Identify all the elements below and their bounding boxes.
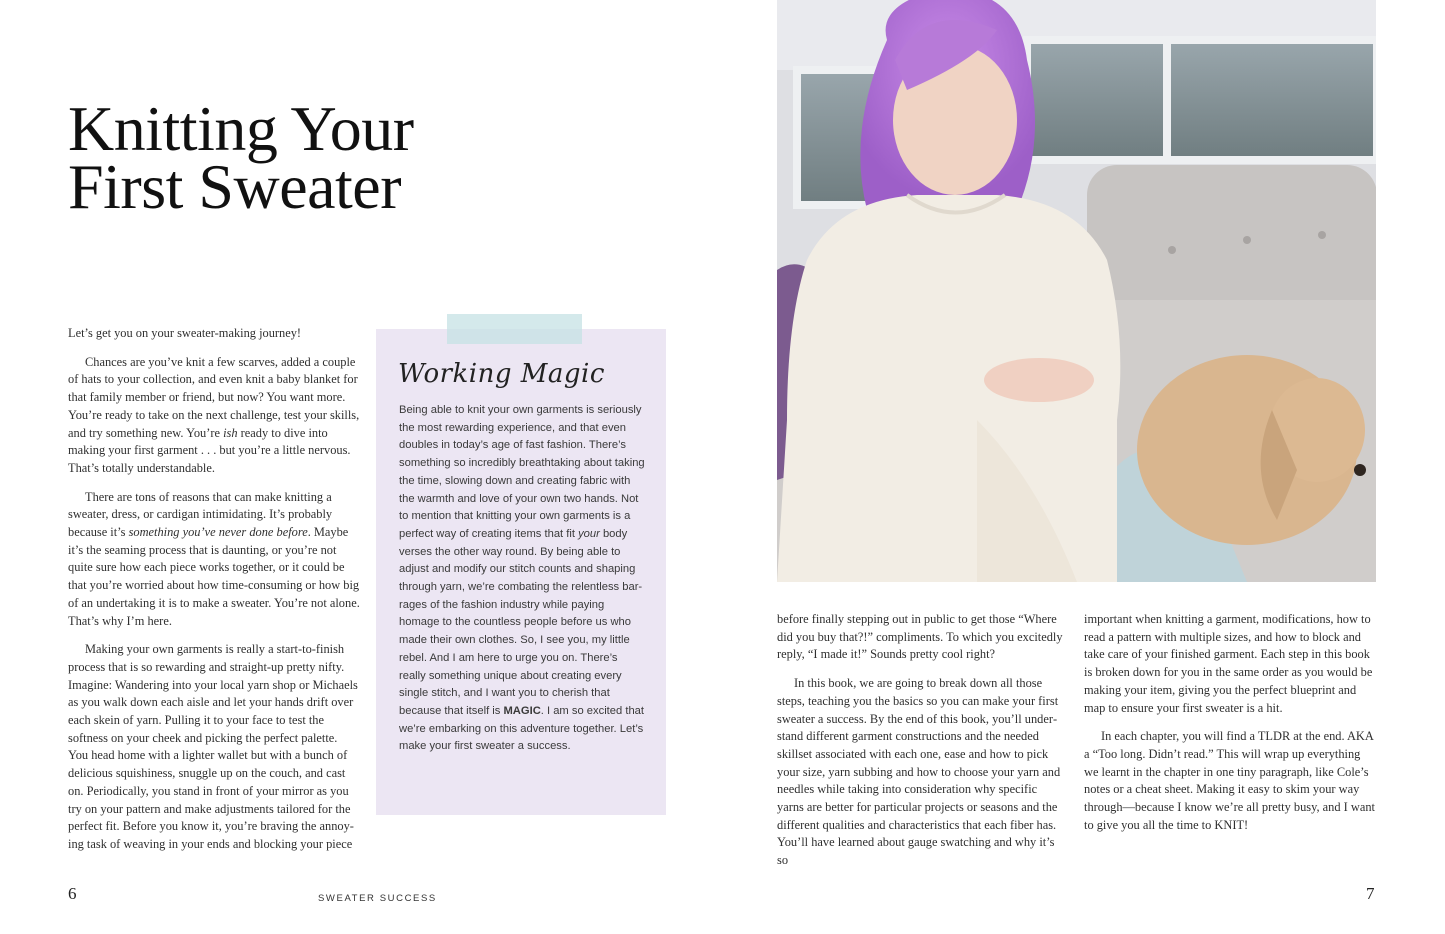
right-text-column — [1084, 611, 1376, 834]
photo-illustration — [777, 0, 1376, 582]
working-magic-sidebar — [376, 329, 666, 815]
body-paragraph: before finally stepping out in public to get those “Where did you buy that?!” compliments. To which you excitedly reply, “I made it!” Sounds pretty cool right? — [777, 612, 1063, 662]
sidebar-body: Being able to knit your own garments is seriously the most rewarding experience, and that even doubles in today’s age of fast fashion. There’s something so incredibly breathtaking about taking the time, slowing down and creating fabric with the warmth and love of your own two hands. Not to mention that knitting your own garments is a perfect way of creating items that fit your body verses the other way round. By being able to adjust and modify our stitch counts and shaping through yarn, we’re combating the relentless barrages of the fashion industry while paying homage to the countless people before us who made their own clothes. So, I see you, my little rebel. And I am here to urge you on. There’s really something unique about creating every single stitch, and I want you to cherish that because that itself is MAGIC. I am so excited that we’re embarking on this adventure together. Let’s make your first sweater a success. — [399, 404, 645, 753]
left-text-column — [68, 325, 360, 854]
body-paragraph: Making your own garments is really a start-to-finish process that is so rewarding and straight-up pretty nifty. Imagine: Wandering into your local yarn shop or Michaels as you walk down each aisle and let your hands drift over each skein of yarn. Pulling it to your face to test the softness on your cheek and picking the perfect palette. You head home with a lighter wallet but with a bunch of delicious squishiness, snuggle up on the couch, and cast on. Periodically, you stand in front of your mirror as you try on your pattern and make adjustments tailored for the perfect fit. Before you know it, you’re braving the annoying task of weaving in your ends and blocking your piece — [68, 642, 358, 851]
body-paragraph: There are tons of reasons that can make knitting a sweater, dress, or cardigan intimidating. It’s probably because it’s something you’ve never done before. Maybe it’s the seaming process that is daunting, or you’re not quite sure how each piece works together, or it could be that you’re worried about how time-consuming or how big of an undertaking it is to make a sweater. You’re not alone. That’s why I’m here. — [68, 489, 360, 628]
body-paragraph: In each chapter, you will find a TLDR at the end. AKA a “Too long. Didn’t read.” This will wrap up everything we learnt in the chapter in one tiny paragraph, like Cole’s notes or a cheat sheet. Making it easy to skim your way through—because I know we’re all pretty busy, and I want to give you all the time to KNIT! — [1084, 729, 1375, 832]
knitter-photo — [777, 0, 1376, 582]
title-line-1: Knitting Your — [68, 93, 414, 164]
body-paragraph: Chances are you’ve knit a few scarves, added a couple of hats to your collection, and even knit a baby blanket for that family member or friend, but now? You want more. You’re ready to take on the next challenge, test your skills, and try something new. You’re ish ready to dive into making your first garment . . . but you’re a little nervous. That’s totally understandable. — [68, 354, 360, 475]
running-head: SWEATER SUCCESS — [318, 893, 437, 904]
washi-tape-decoration — [447, 314, 582, 344]
page-number-left: 6 — [68, 884, 77, 903]
page-title — [68, 93, 414, 222]
middle-text-column — [777, 611, 1065, 870]
title-line-2: First Sweater — [68, 151, 401, 222]
body-paragraph: In this book, we are going to break down all those steps, teaching you the basics so you can make your first sweater a success. By the end of this book, you’ll understand different garment constructions and the needed skillset associated with each one, ease and how to pick your size, yarn subbing and how to choose your yarn and needles while taking into consideration why specific yarns are better for particular projects or seasons and the different qualities and characteristics that each fiber has. You’ll have learned about gauge swatching and why it’s so — [777, 676, 1061, 868]
page-number-right: 7 — [1366, 884, 1375, 903]
body-paragraph: important when knitting a garment, modifications, how to read a pattern with multiple sizes, and how to block and take care of your finished garment. Each step in this book is broken down for you in the same order as you would be making your item, giving you the perfect blueprint and map to ensure your first sweater is a hit. — [1084, 612, 1373, 715]
sidebar-title: Working Magic — [398, 359, 605, 389]
intro-paragraph: Let’s get you on your sweater-making journey! — [68, 326, 302, 340]
